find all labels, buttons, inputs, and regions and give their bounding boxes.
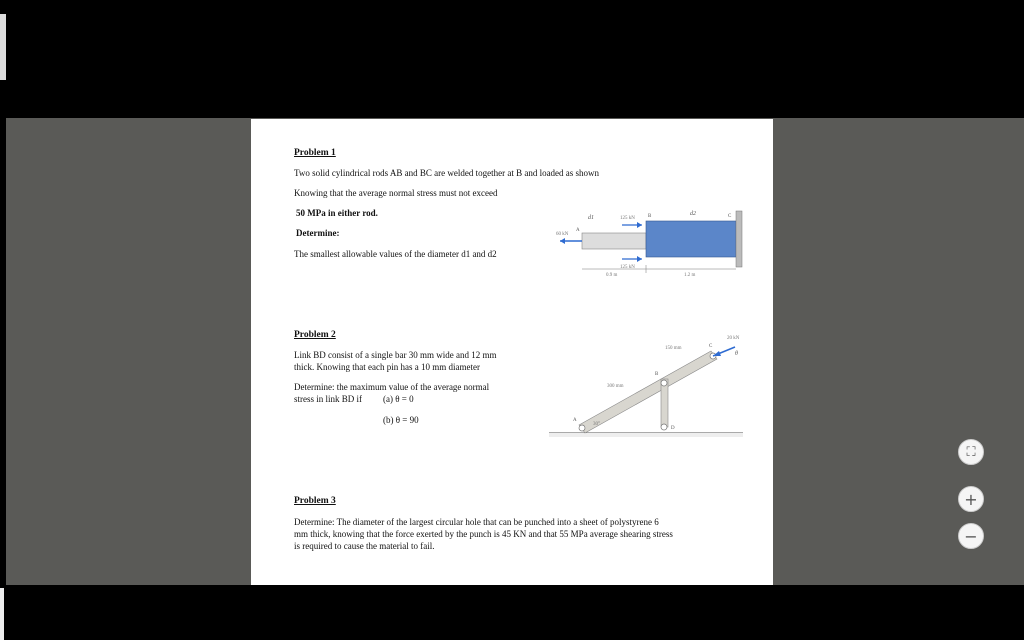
angle-label: 30° bbox=[593, 422, 600, 427]
problem-1-determine: Determine: bbox=[296, 228, 340, 238]
problem-1-question: The smallest allowable values of the diameter d1 and d2 bbox=[294, 249, 497, 259]
load-label-bottom: 125 kN bbox=[620, 265, 635, 270]
arrowhead bbox=[637, 256, 642, 262]
problem-1-text: Two solid cylindrical rods AB and BC are welded together at B and loaded as shown bbox=[294, 168, 600, 178]
problem-2-text: Link BD consist of a single bar 30 mm wide and 12 mm bbox=[294, 350, 497, 360]
arrowhead bbox=[560, 238, 565, 244]
problem-2-heading: Problem 2 bbox=[294, 330, 336, 340]
zoom-out-button[interactable] bbox=[958, 523, 984, 549]
label-d2: d2 bbox=[690, 211, 696, 217]
problem-2-determine: Determine: the maximum value of the average normal bbox=[294, 382, 490, 392]
problem-1-heading: Problem 1 bbox=[294, 148, 336, 158]
wall-support bbox=[736, 211, 742, 267]
label-d: D bbox=[671, 426, 675, 431]
dimension-mid: 300 mm bbox=[607, 384, 624, 389]
problem-3-heading: Problem 3 bbox=[294, 496, 336, 506]
dimension-bc: 1.2 m bbox=[684, 273, 696, 278]
fit-page-icon: ⛶ bbox=[966, 444, 976, 460]
rod-ab bbox=[582, 233, 646, 249]
problem-2-text: thick. Knowing that each pin has a 10 mm diameter bbox=[294, 362, 480, 372]
label-b: B bbox=[648, 214, 652, 219]
load-label-left: 60 kN bbox=[556, 232, 569, 237]
pin-d bbox=[661, 424, 667, 430]
arrowhead bbox=[637, 222, 642, 228]
figure-1-rods bbox=[556, 205, 746, 279]
dimension-top: 150 mm bbox=[665, 346, 682, 351]
problem-3-text: is required to cause the material to fail. bbox=[294, 541, 435, 551]
plus-icon: + bbox=[964, 489, 978, 509]
load-label-top: 125 kN bbox=[620, 216, 635, 221]
bottom-black-bar bbox=[0, 585, 1024, 640]
label-c: C bbox=[709, 344, 713, 349]
label-a: A bbox=[576, 228, 580, 233]
zoom-in-button[interactable] bbox=[958, 486, 984, 512]
fit-page-button[interactable] bbox=[958, 439, 984, 465]
problem-1-text: 50 MPa in either rod. bbox=[296, 208, 378, 218]
figure-2-link bbox=[547, 329, 745, 439]
problem-3-text: Determine: The diameter of the largest circular hole that can be punched into a sheet of polystyrene 6 bbox=[294, 517, 659, 527]
label-c: C bbox=[728, 214, 732, 219]
pin-b bbox=[661, 380, 667, 386]
label-b: B bbox=[655, 372, 659, 377]
window-edge-bottom bbox=[0, 588, 4, 640]
dimension-ab: 0.9 m bbox=[606, 273, 618, 278]
problem-1-text: Knowing that the average normal stress must not exceed bbox=[294, 188, 498, 198]
ground bbox=[549, 433, 743, 437]
problem-2-case-a: (a) θ = 0 bbox=[383, 394, 414, 404]
force-label: 20 kN bbox=[727, 336, 740, 341]
document-page bbox=[251, 119, 773, 585]
minus-icon: − bbox=[964, 526, 978, 546]
label-d1: d1 bbox=[588, 215, 594, 221]
pin-a bbox=[579, 425, 585, 431]
bar-abc bbox=[579, 351, 717, 433]
problem-2-case-b: (b) θ = 90 bbox=[383, 415, 419, 425]
window-edge bbox=[0, 14, 6, 80]
theta-label: θ bbox=[735, 351, 738, 357]
label-a: A bbox=[573, 418, 577, 423]
rod-bc bbox=[646, 221, 736, 257]
problem-3-text: mm thick, knowing that the force exerted by the punch is 45 KN and that 55 MPa average shearing stress bbox=[294, 529, 673, 539]
top-black-bar bbox=[0, 0, 1024, 118]
problem-2-text: stress in link BD if bbox=[294, 394, 363, 404]
